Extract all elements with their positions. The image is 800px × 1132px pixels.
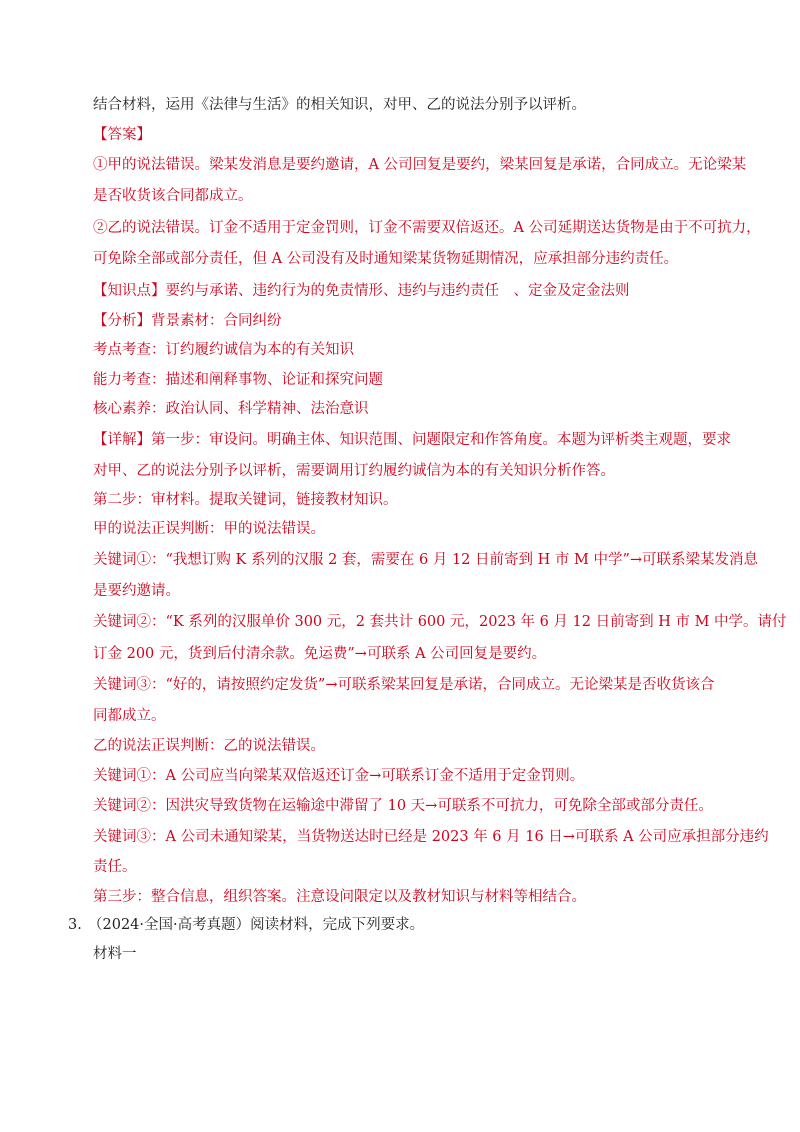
answer-point-2-cont: 可免除全部或部分责任，但 A 公司没有及时通知梁某货物延期情况，应承担部分违约责任。 [93,251,679,267]
analysis-literacy: 核心素养：政治认同、科学精神、法治意识 [93,401,369,417]
keyword-yi-2: 关键词②：因洪灾导致货物在运输途中滞留了 10 天→可联系不可抗力，可免除全部或部分责任。 [93,798,713,814]
answer-point-1: ①甲的说法错误。梁某发消息是要约邀请，A 公司回复是要约，梁某回复是承诺，合同成立。无论梁某 [93,157,747,173]
analysis-background: 【分析】背景素材：合同纠纷 [93,313,282,329]
detail-step-3: 第三步：整合信息，组织答案。注意设问限定以及教材知识与材料等相结合。 [93,889,586,905]
keyword-yi-1: 关键词①：A 公司应当向梁某双倍返还订金→可联系订金不适用于定金罚则。 [93,768,585,784]
keyword-jia-2-cont: 订金 200 元，货到后付清余款。免运费”→可联系 A 公司回复是要约。 [93,646,547,662]
keyword-jia-3: 关键词③：“好的，请按照约定发货”→可联系梁某回复是承诺，合同成立。无论梁某是否收货该合 [93,677,715,693]
detail-step-1: 【详解】第一步：审设问。明确主体、知识范围、问题限定和作答角度。本题为评析类主观题，要求 [93,432,731,448]
keyword-jia-2: 关键词②：“K 系列的汉服单价 300 元，2 套共计 600 元，2023 年 6 月 12 日前寄到 H 市 M 中学。请付 [93,614,787,630]
analysis-topic: 考点考查：订约履约诚信为本的有关知识 [93,342,354,358]
knowledge-points: 【知识点】要约与承诺、违约行为的免责情形、违约与违约责任 、定金及定金法则 [93,283,630,299]
answer-point-1-cont: 是否收货该合同都成立。 [93,188,253,204]
detail-step-2: 第二步：审材料。提取关键词，链接教材知识。 [93,492,398,508]
keyword-yi-3-cont: 责任。 [93,859,137,875]
detail-step-1-cont: 对甲、乙的说法分别予以评析，需要调用订约履约诚信为本的有关知识分析作答。 [93,463,615,479]
keyword-jia-1: 关键词①：“我想订购 K 系列的汉服 2 套，需要在 6 月 12 日前寄到 H 市 M 中学”→可联系梁某发消息 [93,552,759,568]
answer-heading: 【答案】 [93,127,151,143]
analysis-ability: 能力考查：描述和阐释事物、论证和探究问题 [93,372,383,388]
question-prompt: 结合材料，运用《法律与生活》的相关知识，对甲、乙的说法分别予以评析。 [93,97,586,113]
question-number: 3. [68,917,82,933]
keyword-jia-3-cont: 同都成立。 [93,708,166,724]
keyword-jia-1-cont: 是要约邀请。 [93,583,180,599]
material-label: 材料一 [93,946,137,962]
judgment-jia: 甲的说法正误判断：甲的说法错误。 [93,521,325,537]
question-source: （2024·全国·高考真题）阅读材料，完成下列要求。 [88,917,425,933]
answer-point-2: ②乙的说法错误。订金不适用于定金罚则，订金不需要双倍返还。A 公司延期送达货物是由于不可抗力， [93,220,761,236]
keyword-yi-3: 关键词③：A 公司未通知梁某，当货物送达时已经是 2023 年 6 月 16 日→可联系 A 公司应承担部分违约 [93,829,769,845]
judgment-yi: 乙的说法正误判断：乙的说法错误。 [93,738,325,754]
